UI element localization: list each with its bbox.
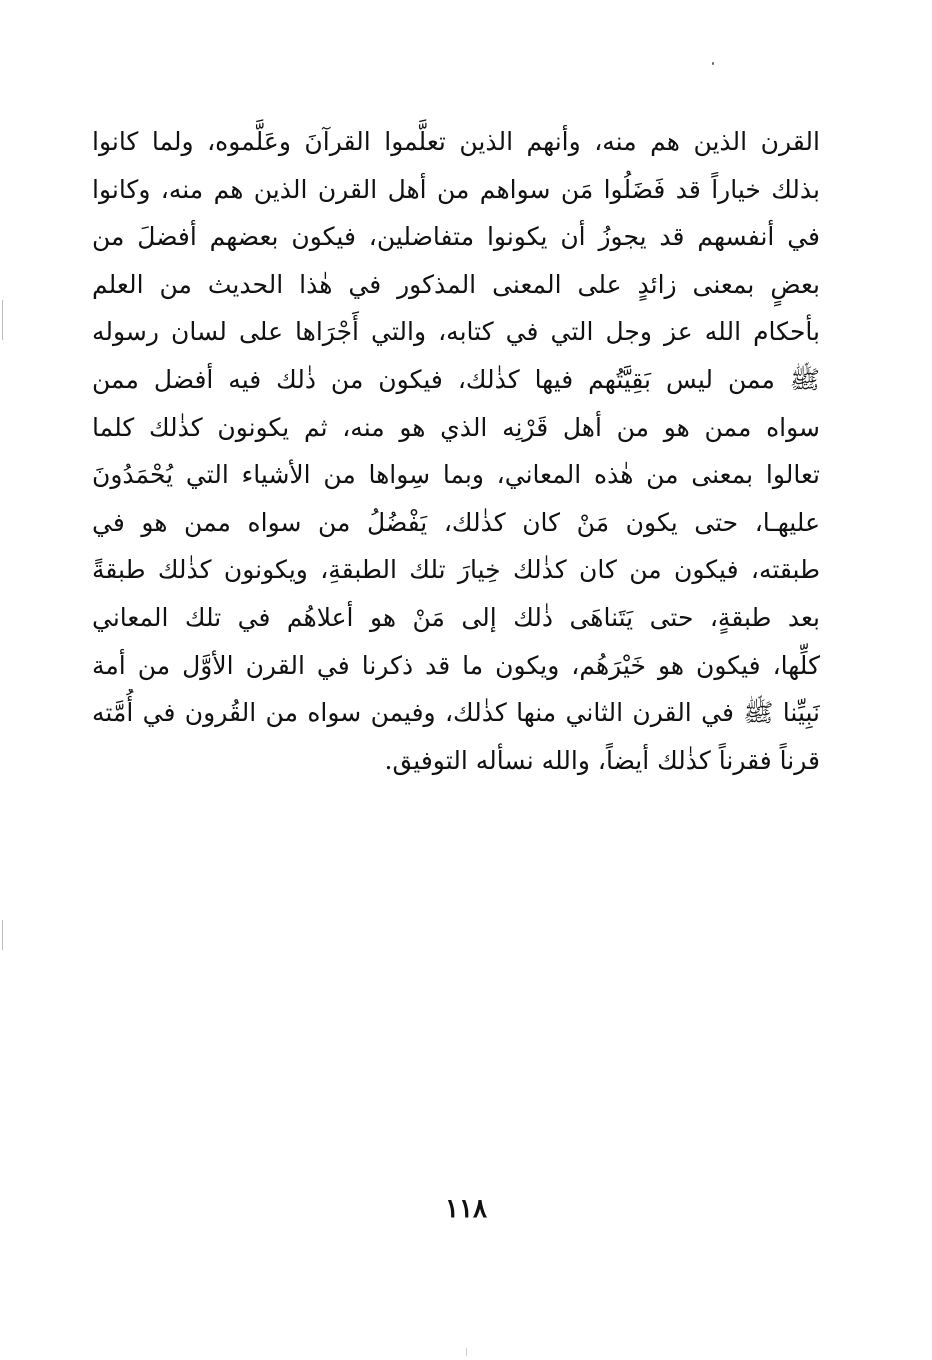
text-line: تعالوا بمعنى من هٰذه المعاني، وبما سِواها من الأشياء التي يُحْمَدُونَ bbox=[92, 460, 820, 490]
text-line: بأحكام الله عز وجل التي في كتابه، والتي أَجْرَاها على لسان رسوله bbox=[92, 317, 820, 347]
text-line: كلِّها، فيكون هو خَيْرَهُم، ويكون ما قد ذكرنا في القرن الأوَّل من أمة bbox=[92, 650, 820, 680]
text-line: طبقته، فيكون من كان كذٰلك خِيارَ تلك الطبقةِ، ويكونون كذٰلك طبقةً bbox=[92, 555, 820, 585]
text-line: سواه ممن هو من أهل قَرْنِه الذي هو منه، ثم يكونون كذٰلك كلما bbox=[92, 412, 820, 442]
text-line: بعد طبقةٍ، حتى يَتَناهَى ذٰلك إلى مَنْ هو أعلاهُم في تلك المعاني bbox=[92, 602, 820, 632]
scan-edge-mark bbox=[466, 1348, 467, 1356]
scan-edge-mark bbox=[2, 920, 3, 950]
text-line: نَبِيِّنا ﷺ في القرن الثاني منها كذٰلك، وفيمن سواه من القُرون في أُمَّته bbox=[92, 698, 820, 728]
body-text bbox=[92, 118, 820, 784]
text-line: ﷺ ممن ليس بَقِيَّتُهم فيها كذٰلك، فيكون من ذٰلك فيه أفضل ممن bbox=[92, 364, 820, 394]
text-line: القرن الذين هم منه، وأنهم الذين تعلَّموا القرآنَ وعَلَّموه، ولما كانوا bbox=[92, 127, 820, 156]
text-line: قرناً فقرناً كذٰلك أيضاً، والله نسأله التوفيق. bbox=[384, 745, 820, 775]
text-line: عليهـا، حتى يكون مَنْ كان كذٰلك، يَفْضُلُ من سواه ممن هو في bbox=[92, 507, 820, 537]
text-line: بذلك خياراً قد فَضَلُوا مَن سواهم من أهل القرن الذين هم منه، وكانوا bbox=[92, 174, 820, 204]
text-line: بعضٍ بمعنى زائدٍ على المعنى المذكور في هٰذا الحديث من العلم bbox=[92, 269, 820, 299]
ink-speck bbox=[712, 62, 714, 65]
scan-edge-mark bbox=[2, 300, 3, 340]
text-line: في أنفسهم قد يجوزُ أن يكونوا متفاضلين، فيكون بعضهم أفضلَ من bbox=[92, 222, 820, 252]
page-number: ١١٨ bbox=[445, 1194, 487, 1224]
